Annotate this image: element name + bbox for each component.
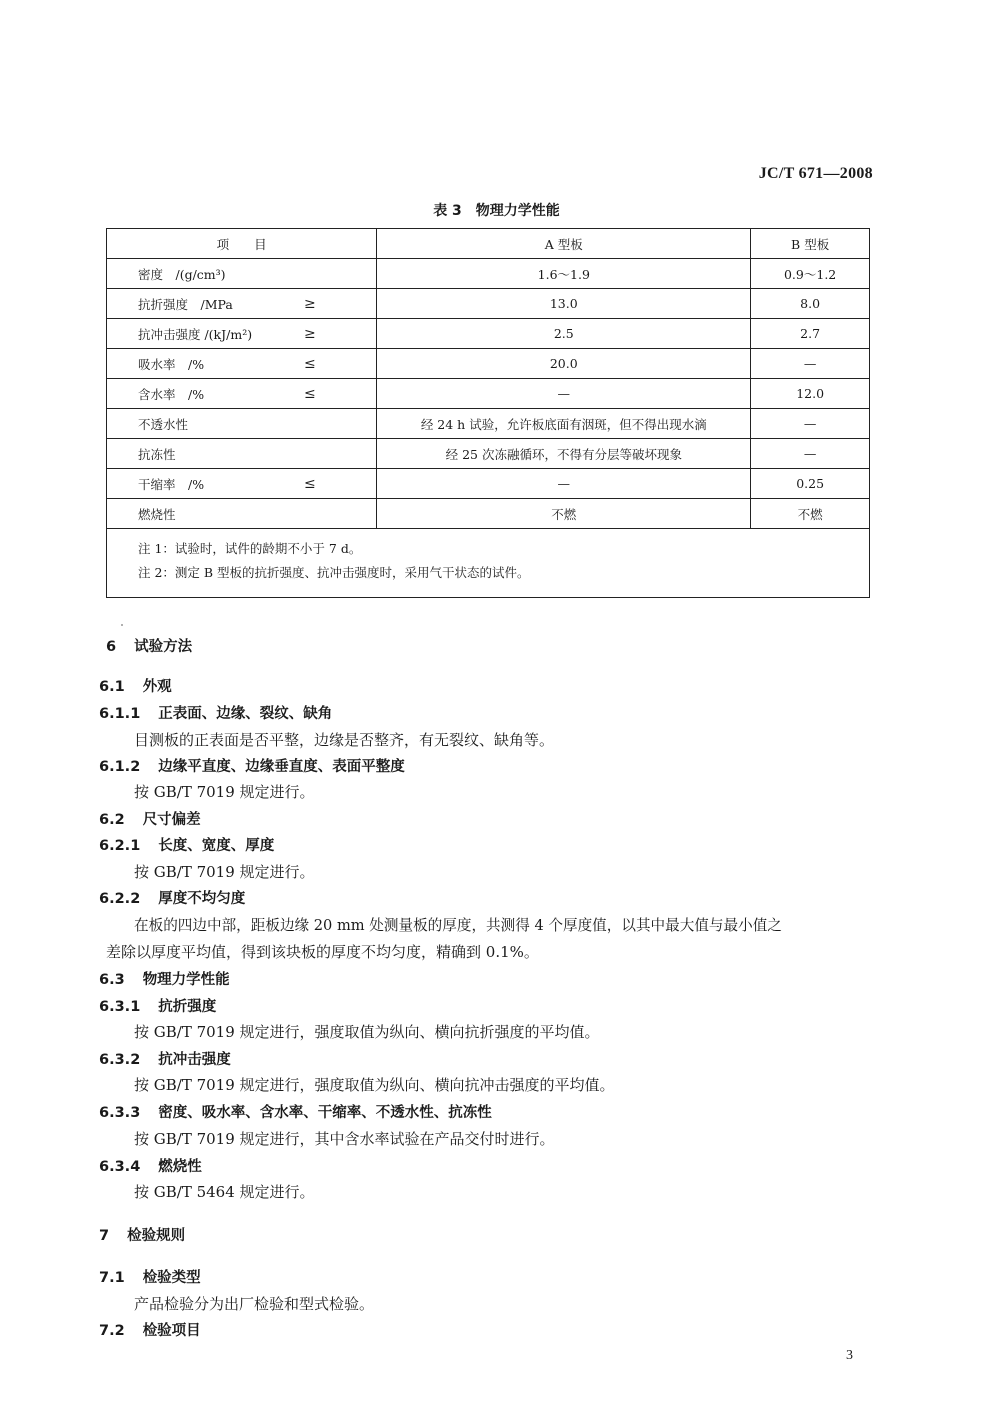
row-item: 抗折强度 /MPa [138, 296, 233, 312]
table-note-1: 注 1：试验时，试件的龄期不小于 7 d。 [138, 541, 362, 556]
row-b-value: 不燃 [751, 499, 870, 529]
section-title: 检验规则 [127, 1228, 186, 1244]
section-heading [99, 995, 216, 1016]
row-a-value: 不燃 [377, 499, 751, 529]
section-title: 抗折强度 [158, 999, 217, 1015]
paragraph: 在板的四边中部，距板边缘 20 mm 处测量板的厚度，共测得 4 个厚度值，以其中最大值与最小值之 [134, 917, 782, 934]
section-title: 边缘平直度、边缘垂直度、表面平整度 [158, 759, 405, 775]
row-b-value: 0.25 [751, 469, 870, 499]
section-title: 燃烧性 [158, 1159, 202, 1175]
table-row [107, 499, 870, 529]
paragraph: 按 GB/T 7019 规定进行。 [134, 783, 315, 801]
section-title: 检验类型 [142, 1270, 201, 1286]
paragraph: 按 GB/T 7019 规定进行，强度取值为纵向、横向抗冲击强度的平均值。 [134, 1076, 615, 1094]
section-heading [99, 675, 172, 696]
table-notes-row [107, 529, 870, 598]
section-number: 7 [99, 1228, 110, 1244]
table-row [107, 349, 870, 379]
table-row [107, 259, 870, 289]
section-heading [99, 808, 201, 829]
row-symbol: ≥ [304, 295, 316, 312]
section-number: 6.2.2 [99, 891, 141, 907]
row-a-value: — [377, 379, 751, 409]
row-item: 抗冻性 [138, 446, 176, 462]
paragraph: 产品检验分为出厂检验和型式检验。 [134, 1295, 375, 1313]
table-notes [107, 529, 870, 598]
row-a-value: 经 24 h 试验，允许板底面有洇斑，但不得出现水滴 [377, 409, 751, 439]
section-title: 长度、宽度、厚度 [158, 838, 275, 854]
section-title: 厚度不均匀度 [158, 891, 246, 907]
header-b-type: B 型板 [751, 229, 870, 259]
row-b-value: — [751, 439, 870, 469]
table-note-2: 注 2：测定 B 型板的抗折强度、抗冲击强度时，采用气干状态的试件。 [138, 565, 530, 580]
table-row [107, 319, 870, 349]
row-b-value: — [751, 349, 870, 379]
scan-speck [121, 624, 123, 626]
table-header-row [107, 229, 870, 259]
row-b-value: 0.9～1.2 [751, 259, 870, 289]
header-item: 项 目 [107, 229, 377, 259]
section-number: 6.2 [99, 812, 125, 828]
section-title: 密度、吸水率、含水率、干缩率、不透水性、抗冻性 [158, 1105, 492, 1121]
row-a-value: — [377, 469, 751, 499]
section-heading [99, 968, 230, 989]
paragraph: 按 GB/T 5464 规定进行。 [134, 1183, 315, 1201]
section-heading [99, 702, 332, 723]
section-number: 6.3.3 [99, 1105, 141, 1121]
section-title: 抗冲击强度 [158, 1052, 231, 1068]
table-title: 表 3 物理力学性能 [433, 203, 560, 219]
section-heading [106, 635, 192, 656]
row-a-value: 13.0 [377, 289, 751, 319]
section-heading [99, 1101, 492, 1122]
table-row [107, 439, 870, 469]
row-symbol: ≥ [304, 325, 316, 342]
section-number: 6.2.1 [99, 838, 141, 854]
paragraph: 目测板的正表面是否平整，边缘是否整齐，有无裂纹、缺角等。 [134, 731, 555, 749]
section-title: 正表面、边缘、裂纹、缺角 [158, 706, 333, 722]
standard-code: JC/T 671—2008 [758, 165, 873, 182]
row-item: 吸水率 /% [138, 356, 205, 372]
section-number: 6.1 [99, 679, 125, 695]
section-heading [99, 1319, 201, 1340]
section-heading [99, 887, 245, 908]
row-item: 密度 /(g/cm³) [138, 266, 226, 282]
section-title: 外观 [142, 679, 172, 695]
section-number: 6 [106, 639, 117, 655]
section-heading [99, 834, 274, 855]
section-number: 7.1 [99, 1270, 125, 1286]
row-b-value: 8.0 [751, 289, 870, 319]
section-title: 尺寸偏差 [142, 812, 201, 828]
paragraph: 按 GB/T 7019 规定进行。 [134, 863, 315, 881]
row-a-value: 2.5 [377, 319, 751, 349]
section-number: 7.2 [99, 1323, 125, 1339]
section-title: 物理力学性能 [142, 972, 230, 988]
section-heading [99, 1155, 202, 1176]
section-number: 6.3.2 [99, 1052, 141, 1068]
page-number: 3 [846, 1348, 853, 1363]
paragraph: 按 GB/T 7019 规定进行，强度取值为纵向、横向抗折强度的平均值。 [134, 1023, 600, 1041]
section-heading [99, 1266, 201, 1287]
row-symbol: ≤ [304, 385, 316, 402]
row-item: 不透水性 [138, 416, 189, 432]
header-a-type: A 型板 [377, 229, 751, 259]
row-b-value: 12.0 [751, 379, 870, 409]
row-item: 抗冲击强度 /(kJ/m²) [138, 326, 253, 342]
section-heading [99, 1048, 231, 1069]
section-title: 试验方法 [134, 639, 193, 655]
row-item: 干缩率 /% [138, 476, 205, 492]
section-number: 6.1.2 [99, 759, 141, 775]
section-heading [99, 1224, 185, 1245]
section-number: 6.3.4 [99, 1159, 141, 1175]
section-title: 检验项目 [142, 1323, 201, 1339]
table-row [107, 409, 870, 439]
row-item: 含水率 /% [138, 386, 205, 402]
section-number: 6.3.1 [99, 999, 141, 1015]
table-row [107, 379, 870, 409]
paragraph: 按 GB/T 7019 规定进行，其中含水率试验在产品交付时进行。 [134, 1130, 555, 1148]
row-a-value: 经 25 次冻融循环，不得有分层等破坏现象 [377, 439, 751, 469]
table-row [107, 289, 870, 319]
section-heading [99, 755, 405, 776]
row-symbol: ≤ [304, 475, 316, 492]
row-item: 燃烧性 [138, 506, 176, 522]
row-b-value: — [751, 409, 870, 439]
paragraph-continued: 差除以厚度平均值，得到该块板的厚度不均匀度，精确到 0.1%。 [106, 943, 539, 961]
row-symbol: ≤ [304, 355, 316, 372]
table-row [107, 469, 870, 499]
section-number: 6.3 [99, 972, 125, 988]
row-a-value: 1.6～1.9 [377, 259, 751, 289]
row-a-value: 20.0 [377, 349, 751, 379]
row-b-value: 2.7 [751, 319, 870, 349]
section-number: 6.1.1 [99, 706, 141, 722]
properties-table [106, 228, 870, 598]
